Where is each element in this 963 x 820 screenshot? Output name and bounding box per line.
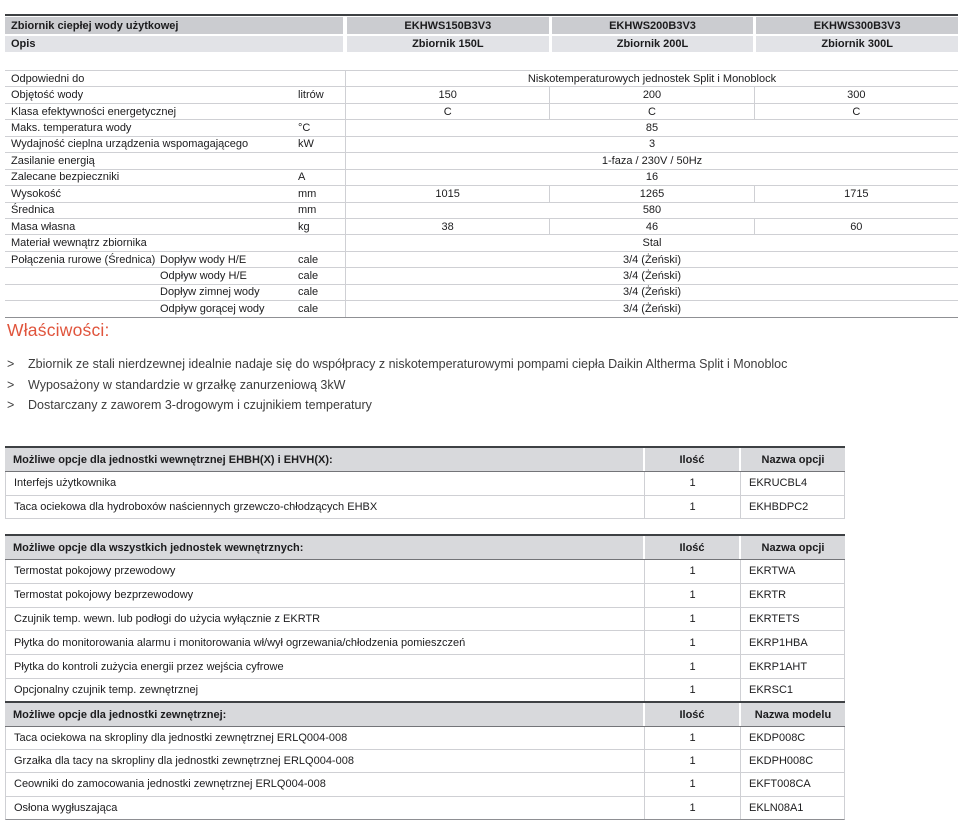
qty-header: Ilość [645,536,739,559]
row-value: 150 [438,89,457,102]
model-cell: EKHWS200B3V3 [552,17,754,34]
name-header: Nazwa opcji [741,536,845,559]
option-row [5,750,845,773]
row-value: 300 [754,87,958,102]
option-row [5,560,845,584]
feature-item [7,395,806,416]
name-header: Nazwa modelu [741,703,845,726]
chevron-bullet-icon: > [7,398,15,412]
row-unit: cale [298,302,319,315]
option-qty: 1 [644,631,740,654]
row-value-span: 85 [645,122,659,135]
option-qty: 1 [644,773,740,795]
row-unit: cale [298,253,319,266]
description-cell: Zbiornik 200L [552,36,754,52]
row-label: Wydajność cieplna urządzenia wspomagającego [11,138,249,151]
option-code: EKRTR [740,584,844,607]
spec-row [5,285,958,301]
row-label: Wysokość [11,187,62,200]
option-qty: 1 [644,584,740,607]
option-row [5,679,845,703]
option-row [5,608,845,632]
option-code: EKFT008CA [740,773,844,795]
option-qty: 1 [644,560,740,583]
option-label: Interfejs użytkownika [14,477,117,490]
option-row [5,496,845,520]
option-row [5,655,845,679]
option-label: Płytka do monitorowania alarmu i monitorowania wł/wył ogrzewania/chłodzenia pomieszczeń [14,636,466,649]
features-section [7,320,806,416]
row-value: 200 [549,87,753,102]
features-list [7,354,806,416]
feature-item [7,354,806,375]
row-value: 1715 [754,186,958,201]
row-label: Objętość wody [11,89,84,102]
feature-text: Zbiornik ze stali nierdzewnej idealnie nadaje się do współpracy z niskotemperaturowymi pompami ciepła Daikin Altherma Split i Monobloc [28,357,788,371]
option-row [5,584,845,608]
spec-row [5,120,958,136]
row-label: Średnica [11,204,55,217]
row-label: Masa własna [11,220,76,233]
spec-row [5,104,958,120]
chevron-bullet-icon: > [7,357,15,371]
model-cell: EKHWS300B3V3 [756,17,958,34]
spec-row [5,71,958,87]
options-header [5,701,845,727]
features-title: Właściwości: [7,320,110,340]
option-qty: 1 [644,727,740,749]
spec-table-body [5,70,958,318]
option-code: EKRSC1 [740,679,844,702]
row-value-span: 3/4 (Żeński) [622,286,682,299]
qty-header: Ilość [645,703,739,726]
row-label: Zasilanie energią [11,154,95,167]
option-qty: 1 [644,472,740,495]
feature-text: Dostarczany z zaworem 3-drogowym i czujnikiem temperatury [28,398,372,412]
option-code: EKLN08A1 [740,797,844,819]
row-value-span: 16 [645,171,659,184]
options-title: Możliwe opcje dla wszystkich jednostek wewnętrznych: [5,536,643,559]
options-table-outdoor [5,701,845,820]
option-code: EKDPH008C [740,750,844,772]
row-value: 46 [549,219,753,234]
row-value: 1265 [549,186,753,201]
spec-row [5,170,958,186]
row-value: C [443,105,452,118]
row-unit: kg [298,220,310,233]
options-header [5,446,845,472]
options-table-indoor-ehbh [5,446,845,519]
row-unit: cale [298,286,319,299]
row-unit: cale [298,269,319,282]
row-value-span: Niskotemperaturowych jednostek Split i Monoblock [527,72,777,85]
row-label: Klasa efektywności energetycznej [11,105,177,118]
spec-row [5,153,958,169]
option-code: EKDP008C [740,727,844,749]
option-code: EKRP1HBA [740,631,844,654]
row-label: Materiał wewnątrz zbiornika [11,237,147,250]
options-title: Możliwe opcje dla jednostki wewnętrznej EHBH(X) i EHVH(X): [5,448,643,471]
spec-row [5,186,958,202]
row-value-span: 3/4 (Żeński) [622,253,682,266]
row-value-span: 580 [642,204,662,217]
row-sublabel: Odpływ gorącej wody [160,302,265,315]
description-cell: Zbiornik 300L [756,36,958,52]
option-label: Opcjonalny czujnik temp. zewnętrznej [14,684,199,697]
option-row [5,631,845,655]
option-qty: 1 [644,655,740,678]
option-qty: 1 [644,608,740,631]
option-code: EKHBDPC2 [740,496,844,519]
spec-row [5,235,958,251]
row-unit: A [298,171,306,184]
opis-label: Opis [5,36,343,52]
option-row [5,472,845,496]
option-qty: 1 [644,750,740,772]
spec-row [5,268,958,284]
option-label: Taca ociekowa dla hydroboxów naściennych grzewczo-chłodzących EHBX [14,500,378,513]
spec-header-model-row [5,17,958,34]
name-header: Nazwa opcji [741,448,845,471]
option-label: Termostat pokojowy przewodowy [14,565,176,578]
row-value: C [754,104,958,119]
options-header [5,534,845,560]
spec-row [5,203,958,219]
option-row [5,773,845,796]
row-unit: °C [298,122,311,135]
row-value-span: 3/4 (Żeński) [622,269,682,282]
spec-table-header [5,14,958,52]
option-label: Taca ociekowa na skropliny dla jednostki zewnętrznej ERLQ004-008 [14,732,348,745]
row-value-span: Stal [642,237,662,250]
chevron-bullet-icon: > [7,377,15,392]
spec-row [5,252,958,268]
row-value: 1015 [435,187,460,200]
row-label: Zalecane bezpieczniki [11,171,120,184]
option-row [5,727,845,750]
row-value-span: 1-faza / 230V / 50Hz [601,154,703,167]
option-label: Osłona wygłuszająca [14,801,118,814]
spec-table [5,14,958,318]
qty-header: Ilość [645,448,739,471]
spec-header-description-row [5,36,958,52]
row-unit: mm [298,204,317,217]
row-unit: mm [298,187,317,200]
feature-text: Wyposażony w standardzie w grzałkę zanurzeniową 3kW [28,377,346,392]
option-qty: 1 [644,797,740,819]
row-value: 60 [754,219,958,234]
options-title: Możliwe opcje dla jednostki zewnętrznej: [5,703,643,726]
option-label: Grzałka dla tacy na skropliny dla jednostki zewnętrznej ERLQ004-008 [14,755,354,768]
row-value: C [549,104,753,119]
row-label: Połączenia rurowe (Średnica) [11,253,156,266]
spec-header-title: Zbiornik ciepłej wody użytkowej [5,17,343,34]
option-row [5,797,845,820]
option-code: EKRTETS [740,608,844,631]
option-label: Termostat pokojowy bezprzewodowy [14,589,194,602]
spec-row [5,87,958,103]
model-cell: EKHWS150B3V3 [347,17,549,34]
option-qty: 1 [644,679,740,702]
options-table-all-indoor [5,534,845,703]
row-label: Odpowiedni do [11,72,85,85]
row-label: Maks. temperatura wody [11,122,132,135]
option-code: EKRUCBL4 [740,472,844,495]
feature-item [7,375,806,396]
row-value-span: 3 [648,138,656,151]
row-value-span: 3/4 (Żeński) [622,302,682,315]
spec-row [5,219,958,235]
option-qty: 1 [644,496,740,519]
option-code: EKRP1AHT [740,655,844,678]
spec-row [5,137,958,153]
option-label: Czujnik temp. wewn. lub podłogi do użycia wyłącznie z EKRTR [14,612,321,625]
option-label: Płytka do kontroli zużycia energii przez wejścia cyfrowe [14,660,284,673]
row-unit: litrów [298,89,324,102]
spec-row [5,301,958,317]
option-code: EKRTWA [740,560,844,583]
row-sublabel: Dopływ zimnej wody [160,286,260,299]
row-value: 38 [441,220,454,233]
row-sublabel: Odpływ wody H/E [160,269,247,282]
option-label: Ceowniki do zamocowania jednostki zewnętrznej ERLQ004-008 [14,778,326,791]
row-sublabel: Dopływ wody H/E [160,253,247,266]
row-unit: kW [298,138,314,151]
description-cell: Zbiornik 150L [347,36,549,52]
